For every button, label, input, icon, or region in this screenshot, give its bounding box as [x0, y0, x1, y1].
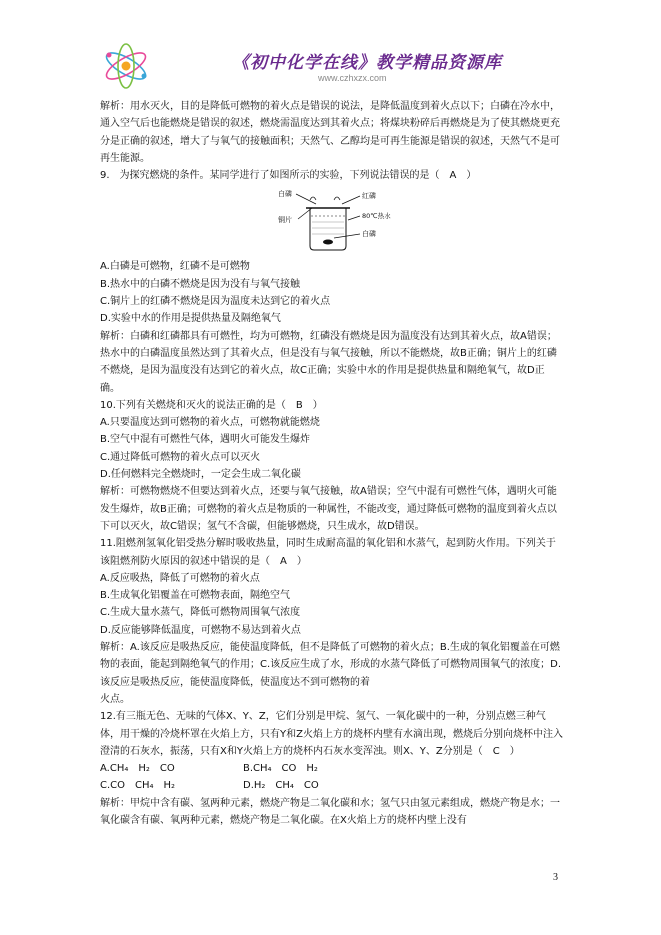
question-10-option-a: A.只要温度达到可燃物的着火点，可燃物就能燃烧: [100, 417, 320, 429]
question-10-option-b: B.空气中混有可燃性气体，遇明火可能发生爆炸: [100, 434, 311, 446]
header-title: 《初中化学在线》教学精品资源库: [232, 53, 502, 73]
question-10-option-c: C.通过降低可燃物的着火点可以灭火: [100, 451, 261, 463]
question-9-analysis: 解析：白磷和红磷都具有可燃性，均为可燃物，红磷没有燃烧是因为温度没有达到其着火点，故A错误；热水中的白磷温度虽然达到了其着火点，但是没有与氧气接触，所以不能燃烧，故B正确；铜片上的红磷不燃烧，是因为温度没有达到它的着火点，故C正确；实验中水的作用是提供热量和隔绝氧气，故D正确。: [100, 330, 557, 394]
question-11-option-b: B.生成氧化铝覆盖在可燃物表面，隔绝空气: [100, 590, 291, 602]
analysis-paragraph: 解析：用水灭火，目的是降低可燃物的着火点是错误的说法，是降低温度到着火点以下；白磷在冷水中，通入空气后也能燃烧是错误的叙述，燃烧需温度达到其着火点；将煤块粉碎后再燃烧是为了使其燃烧更充分是正确的叙述，增大了与氧气的接触面积；天然气、乙醇均是可再生能源是错误的叙述，天然气不是可再生能源。: [100, 101, 560, 164]
header-url: www.czhxzx.com: [318, 73, 387, 83]
page-number: 3: [553, 872, 558, 883]
question-9: 9. 为探究燃烧的条件。某同学进行了如图所示的实验，下列说法错误的是（ A ）: [100, 170, 477, 182]
question-9-option-b: B.热水中的白磷不燃烧是因为没有与氧气接触: [100, 278, 301, 290]
question-10-analysis: 解析：可燃物燃烧不但要达到着火点，还要与氧气接触，故A错误；空气中混有可燃性气体，遇明火可能发生爆炸，故B正确；可燃物的着火点是物质的一种属性，不能改变，通过降低可燃物的温度到着火点以下可以灭火，故C错误；氢气不含碳，但能够燃烧，只生成水，故D错误。: [100, 486, 557, 532]
question-10: 10.下列有关燃烧和灭火的说法正确的是（ B ）: [100, 399, 323, 411]
label-copper-sheet: 铜片: [278, 216, 292, 225]
question-12-option-c: C.CO CH₄ H₂: [100, 780, 176, 792]
label-hot-water: 80℃热水: [362, 212, 391, 221]
beaker-diagram: [278, 186, 398, 254]
question-12-option-b: B.CH₄ CO H₂: [243, 763, 318, 775]
question-11: 11.阻燃剂氢氧化铝受热分解时吸收热量，同时生成耐高温的氧化铝和水蒸气，起到防火作用。下列关于该阻燃剂防火原因的叙述中错误的是（ A ）: [100, 538, 556, 567]
experiment-figure: [100, 186, 563, 254]
label-red-phosphorus: 红磷: [362, 192, 376, 201]
question-12-option-d: D.H₂ CH₄ CO: [243, 780, 319, 792]
question-12-option-a: A.CH₄ H₂ CO: [100, 763, 175, 775]
atom-logo-icon: [100, 40, 152, 92]
question-11-option-c: C.生成大量水蒸气，降低可燃物周围氧气浓度: [100, 607, 301, 619]
question-12-options-row-1: [100, 760, 563, 777]
question-9-option-a: A.白磷是可燃物，红磷不是可燃物: [100, 261, 250, 273]
question-10-option-d: D.任何燃料完全燃烧时，一定会生成二氧化碳: [100, 469, 301, 481]
question-11-analysis-end: 火点。: [100, 693, 130, 705]
question-12-analysis: 解析：甲烷中含有碳、氢两种元素，燃烧产物是二氧化碳和水；氢气只由氢元素组成，燃烧产物是水；一氧化碳含有碳、氧两种元素，燃烧产物是二氧化碳。在X火焰上方的烧杯内壁上没有: [100, 797, 560, 826]
document-body: [100, 98, 563, 829]
question-9-option-c: C.铜片上的红磷不燃烧是因为温度未达到它的着火点: [100, 296, 331, 308]
question-12: 12.有三瓶无色、无味的气体X、Y、Z，它们分别是甲烷、氢气、一氧化碳中的一种，分别点燃三种气体，用干燥的冷烧杯罩在火焰上方，只有Y和Z火焰上方的烧杯内壁有水滴出现，燃烧后分别向烧杯中注入澄清的石灰水，振荡，只有X和Y火焰上方的烧杯内石灰水变浑浊。则X、Y、Z分别是（ C ）: [100, 711, 563, 757]
question-11-option-a: A.反应吸热，降低了可燃物的着火点: [100, 572, 260, 584]
page-header: [100, 40, 560, 95]
question-11-option-d: D.反应能够降低温度，可燃物不易达到着火点: [100, 624, 301, 636]
question-12-options-row-2: [100, 777, 563, 794]
question-11-analysis: 解析：A.该反应是吸热反应，能使温度降低，但不是降低了可燃物的着火点；B.生成的氧化铝覆盖在可燃物的表面，能起到隔绝氧气的作用；C.该反应生成了水，形成的水蒸气降低了可燃物周围氧气的浓度；D.该反应是吸热反应，能使温度降低，使温度达不到可燃物的着: [100, 642, 562, 688]
question-9-option-d: D.实验中水的作用是提供热量及隔绝氧气: [100, 313, 281, 325]
label-white-phosphorus-top: 白磷: [278, 190, 292, 199]
label-white-phosphorus-bottom: 白磷: [362, 230, 376, 239]
